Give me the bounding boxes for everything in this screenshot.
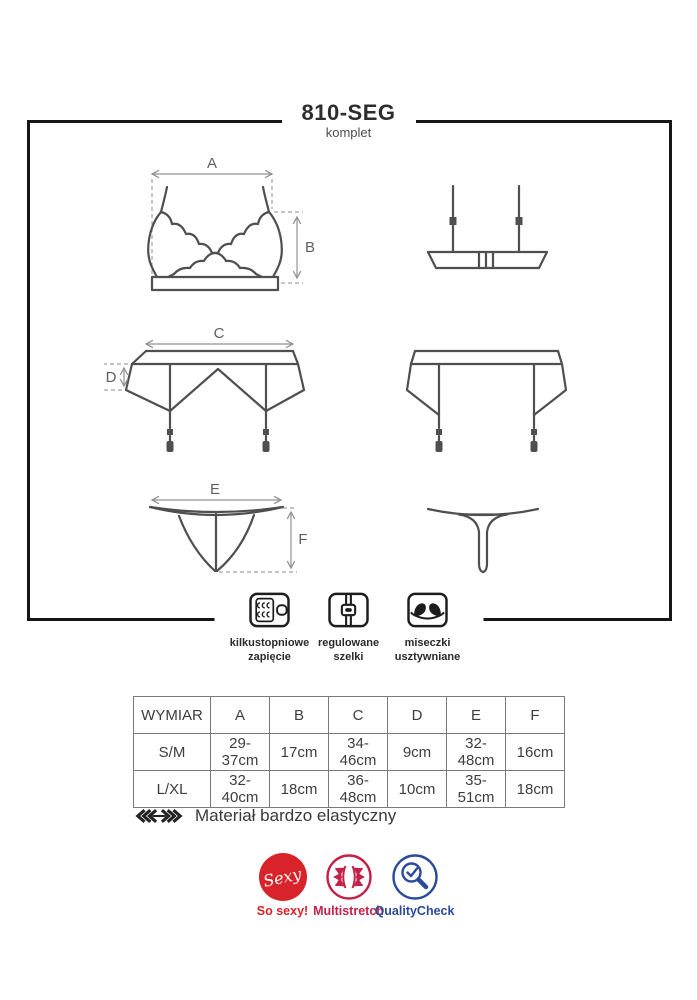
thong-front-diagram	[150, 481, 308, 572]
value-cell: 35-51cm	[447, 771, 506, 808]
measurement-label-b: B	[304, 239, 316, 256]
measurement-label-c: C	[213, 325, 225, 342]
hook-eye-closure-icon	[249, 591, 291, 629]
bra-back-diagram	[428, 186, 547, 268]
size-table	[133, 696, 565, 808]
value-cell: 29-37cm	[211, 734, 270, 771]
garter-back-diagram	[407, 351, 566, 452]
padded-cups-icon	[407, 591, 449, 629]
adjustable-straps-icon	[328, 591, 370, 629]
garment-diagrams	[27, 120, 666, 615]
badge-row	[250, 853, 455, 918]
garter-front-diagram	[104, 325, 304, 452]
value-cell: 18cm	[270, 771, 329, 808]
column-header-b: B	[270, 697, 329, 734]
sexy-circle-text: Sexy	[261, 863, 304, 891]
value-cell: 32-48cm	[447, 734, 506, 771]
column-header-wymiar: WYMIAR	[134, 697, 211, 734]
feature-hook-closure	[230, 591, 309, 665]
multistretch-icon	[325, 853, 373, 901]
column-header-f: F	[506, 697, 565, 734]
value-cell: 18cm	[506, 771, 565, 808]
value-cell: 16cm	[506, 734, 565, 771]
material-note-text: Materiał bardzo elastyczny	[195, 806, 397, 825]
badge-quality-check	[374, 853, 455, 918]
badge-label: Multistretch	[313, 904, 384, 918]
stretch-arrow-icon	[133, 808, 185, 824]
badge-label: So sexy!	[256, 904, 309, 918]
measurement-label-e: E	[209, 481, 221, 498]
size-row-lxl	[134, 771, 565, 808]
column-header-e: E	[447, 697, 506, 734]
measurement-label-d: D	[105, 369, 117, 386]
value-cell: 10cm	[388, 771, 447, 808]
value-cell: 17cm	[270, 734, 329, 771]
measurement-label-a: A	[206, 155, 218, 172]
size-table-header-row	[134, 697, 565, 734]
feature-label: regulowane szelki	[317, 637, 380, 664]
size-cell: L/XL	[134, 771, 211, 808]
feature-padded-cups	[388, 591, 467, 665]
badge-label: QualityCheck	[374, 904, 455, 918]
bra-front-diagram	[148, 155, 315, 290]
page-subtitle: komplet	[325, 125, 372, 140]
measurement-label-f: F	[298, 531, 308, 548]
column-header-d: D	[388, 697, 447, 734]
value-cell: 36-48cm	[329, 771, 388, 808]
badge-multistretch	[313, 853, 384, 918]
value-cell: 32-40cm	[211, 771, 270, 808]
header	[282, 101, 416, 140]
value-cell: 34-46cm	[329, 734, 388, 771]
size-row-sm	[134, 734, 565, 771]
column-header-c: C	[329, 697, 388, 734]
value-cell: 9cm	[388, 734, 447, 771]
badge-so-sexy	[250, 853, 316, 918]
feature-label: miseczki usztywniane	[394, 637, 461, 664]
page-title: 810-SEG	[301, 100, 396, 125]
so-sexy-icon	[259, 853, 307, 901]
feature-adjustable-straps	[309, 591, 388, 665]
feature-label: kilkustopniowe zapięcie	[229, 637, 310, 664]
size-cell: S/M	[134, 734, 211, 771]
material-note	[133, 806, 396, 826]
column-header-a: A	[211, 697, 270, 734]
thong-back-diagram	[428, 509, 538, 572]
quality-check-icon	[391, 853, 439, 901]
feature-list	[214, 591, 483, 665]
